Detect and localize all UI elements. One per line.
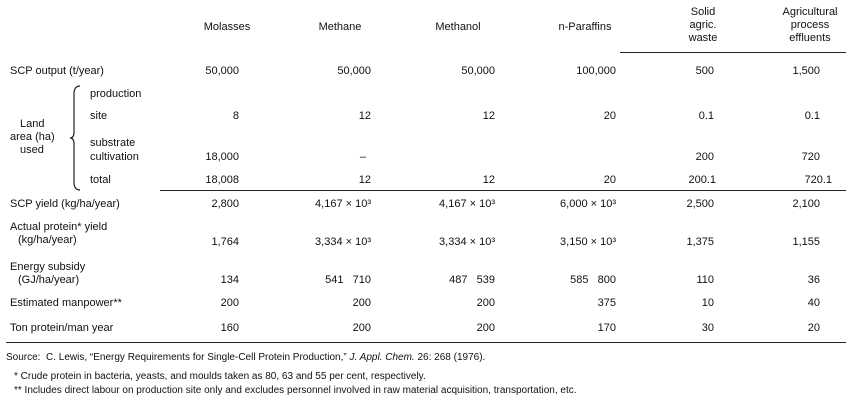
cell-manpower-methanol: 200 xyxy=(476,297,495,309)
land-label-line2: area (ha) xyxy=(10,131,55,143)
source-suffix: 26: 268 (1976). xyxy=(414,352,486,363)
cell-scp-output-solid: 500 xyxy=(695,65,714,77)
cell-scp-yield-molasses: 2,800 xyxy=(211,198,239,210)
footnote-manpower: ** Includes direct labour on production site only and excludes personnel involved in raw material acquisition, transportation, etc. xyxy=(14,385,577,396)
cell-scp-yield-effluents: 2,100 xyxy=(792,198,820,210)
cell-protein-yield-paraffins: 3,150 × 10³ xyxy=(560,236,616,248)
cell-protein-yield-methane: 3,334 × 10³ xyxy=(315,236,371,248)
cell-manpower-molasses: 200 xyxy=(220,297,239,309)
cell-total-paraffins: 20 xyxy=(603,174,616,186)
footnote-crude-protein: * Crude protein in bacteria, yeasts, and moulds taken as 80, 63 and 55 per cent, respectively. xyxy=(14,371,426,382)
cell-ton-protein-paraffins: 170 xyxy=(597,322,616,334)
cell-energy-molasses: 134 xyxy=(220,274,239,286)
row-label-energy-line2: (GJ/ha/year) xyxy=(18,274,80,286)
row-label-site: site xyxy=(90,110,108,122)
cell-scp-yield-methane: 4,167 × 10³ xyxy=(315,198,371,210)
cell-energy-methanol: 487 539 xyxy=(449,274,495,286)
row-label-manpower: Estimated manpower** xyxy=(10,297,122,309)
cell-ton-protein-methanol: 200 xyxy=(476,322,495,334)
cell-site-methanol: 12 xyxy=(482,110,495,122)
land-label-line3: used xyxy=(20,144,44,156)
cell-scp-output-methane: 50,000 xyxy=(337,65,371,77)
cell-site-solid: 0.1 xyxy=(698,110,714,122)
row-label-substrate: substrate xyxy=(90,137,136,149)
source-citation xyxy=(6,352,485,364)
row-label-scp-yield: SCP yield (kg/ha/year) xyxy=(10,198,120,210)
table-bottom-rule xyxy=(6,342,846,343)
land-label-line1: Land xyxy=(20,118,45,130)
cell-protein-yield-molasses: 1,764 xyxy=(211,236,239,248)
cell-cultivation-molasses: 18,000 xyxy=(205,151,239,163)
cell-protein-yield-methanol: 3,334 × 10³ xyxy=(439,236,495,248)
header-solid-waste-line2: agric. xyxy=(689,19,717,31)
row-label-ton-protein: Ton protein/man year xyxy=(10,322,114,334)
cell-site-methane: 12 xyxy=(358,110,371,122)
row-label-protein-yield-line2: (kg/ha/year) xyxy=(18,234,77,246)
cell-cultivation-effluents: 720 xyxy=(801,151,820,163)
header-methane: Methane xyxy=(318,21,362,33)
cell-manpower-methane: 200 xyxy=(352,297,371,309)
cell-site-molasses: 8 xyxy=(232,110,239,122)
cell-manpower-solid: 10 xyxy=(701,297,714,309)
land-brace-icon xyxy=(68,84,84,192)
cell-site-effluents: 0.1 xyxy=(804,110,820,122)
header-effluents-line2: process xyxy=(790,19,830,31)
cell-protein-yield-solid: 1,375 xyxy=(686,236,714,248)
cell-scp-output-molasses: 50,000 xyxy=(205,65,239,77)
cell-cultivation-methane: – xyxy=(359,151,366,163)
cell-total-methane: 12 xyxy=(358,174,371,186)
cell-scp-output-effluents: 1,500 xyxy=(792,65,820,77)
header-methanol: Methanol xyxy=(435,21,481,33)
source-journal: J. Appl. Chem. xyxy=(349,352,415,363)
cell-scp-output-paraffins: 100,000 xyxy=(576,65,616,77)
cell-ton-protein-solid: 30 xyxy=(701,322,714,334)
cell-total-solid: 200.1 xyxy=(688,174,716,186)
cell-scp-output-methanol: 50,000 xyxy=(461,65,495,77)
cell-manpower-paraffins: 375 xyxy=(597,297,616,309)
cell-ton-protein-methane: 200 xyxy=(352,322,371,334)
cell-scp-yield-methanol: 4,167 × 10³ xyxy=(439,198,495,210)
header-n-paraffins: n-Paraffins xyxy=(558,21,612,33)
header-effluents-line1: Agricultural xyxy=(782,6,838,18)
cell-scp-yield-paraffins: 6,000 × 10³ xyxy=(560,198,616,210)
header-solid-waste-line3: waste xyxy=(688,32,718,44)
header-molasses: Molasses xyxy=(203,21,251,33)
row-label-total: total xyxy=(90,174,111,186)
cell-ton-protein-molasses: 160 xyxy=(220,322,239,334)
header-effluents-line3: effluents xyxy=(789,32,831,44)
cell-energy-methane: 541 710 xyxy=(325,274,371,286)
cell-protein-yield-effluents: 1,155 xyxy=(792,236,820,248)
cell-total-methanol: 12 xyxy=(482,174,495,186)
header-solid-waste-line1: Solid xyxy=(690,6,716,18)
cell-scp-yield-solid: 2,500 xyxy=(686,198,714,210)
cell-energy-paraffins: 585 800 xyxy=(570,274,616,286)
row-label-production: production xyxy=(90,88,142,100)
row-label-protein-yield-line1: Actual protein* yield xyxy=(10,221,108,233)
source-prefix: Source: C. Lewis, “Energy Requirements for Single-Cell Protein Production,” xyxy=(6,352,350,363)
row-label-cultivation: cultivation xyxy=(90,151,139,163)
cell-total-effluents: 720.1 xyxy=(804,174,832,186)
row-label-energy-line1: Energy subsidy xyxy=(10,261,86,273)
cell-ton-protein-effluents: 20 xyxy=(807,322,820,334)
row-label-scp-output: SCP output (t/year) xyxy=(10,65,104,77)
cell-energy-solid: 110 xyxy=(696,274,714,286)
cell-energy-effluents: 36 xyxy=(807,274,820,286)
cell-cultivation-solid: 200 xyxy=(695,151,714,163)
header-rule xyxy=(620,52,846,53)
cell-site-paraffins: 20 xyxy=(603,110,616,122)
cell-manpower-effluents: 40 xyxy=(807,297,820,309)
total-rule xyxy=(160,190,846,191)
cell-total-molasses: 18,008 xyxy=(205,174,239,186)
